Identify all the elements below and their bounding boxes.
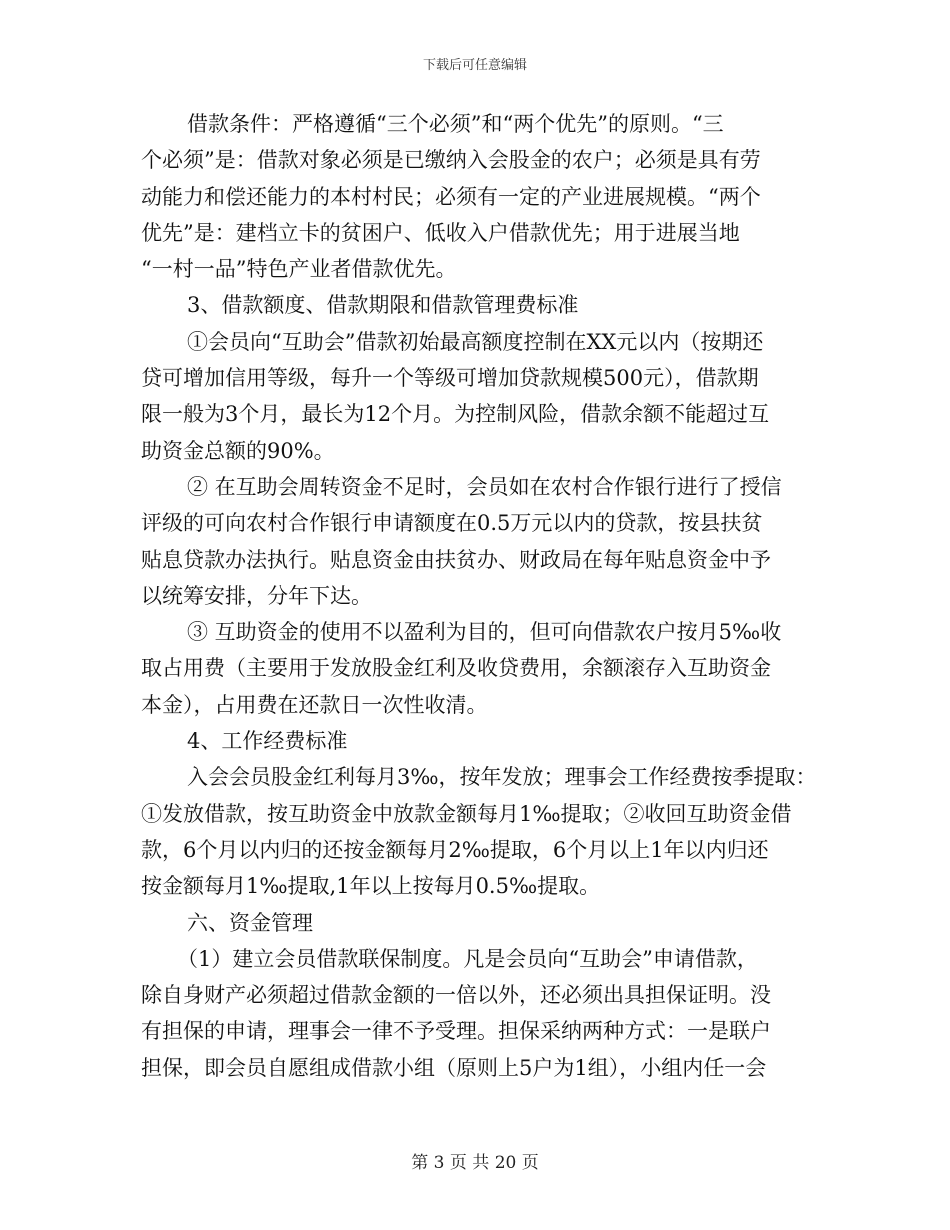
page-footer: 第 3 页 共 20 页	[411, 1153, 539, 1173]
text-line: 除自身财产必须超过借款金额的一倍以外，还必须出具担保证明。没	[141, 983, 771, 1008]
text-line: ①会员向“互助会”借款初始最高额度控制在XX元以内（按期还	[187, 329, 764, 354]
text-line: 限一般为3个月，最长为12个月。为控制风险，借款余额不能超过互	[141, 402, 770, 427]
text-line: 担保，即会员自愿组成借款小组（原则上5户为1组），小组内任一会	[141, 1055, 767, 1080]
text-line: 按金额每月1‰提取,1年以上按每月0.5‰提取。	[141, 874, 601, 899]
text-line: “一村一品”特色产业者借款优先。	[141, 257, 457, 282]
text-line: 有担保的申请，理事会一律不予受理。担保采纳两种方式：一是联户	[141, 1019, 771, 1044]
text-line: 六、资金管理	[187, 910, 313, 935]
text-line: ③ 互助资金的使用不以盈利为目的，但可向借款农户按月5‰收	[187, 620, 782, 645]
text-line: ①发放借款，按互助资金中放款金额每月1‰提取；②收回互助资金借	[141, 801, 792, 826]
text-line: 本金），占用费在还款日一次性收清。	[141, 692, 488, 717]
text-line: 3、借款额度、借款期限和借款管理费标准	[187, 293, 579, 318]
text-line: 动能力和偿还能力的本村村民；必须有一定的产业进展规模。“两个	[141, 184, 761, 209]
text-line: 入会会员股金红利每月3‰，按年发放；理事会工作经费按季提取：	[187, 765, 817, 790]
text-line: 借款条件：严格遵循“三个必须”和“两个优先”的原则。“三	[187, 112, 724, 136]
text-line: 4、工作经费标准	[187, 729, 348, 754]
text-line: 贷可增加信用等级，每升一个等级可增加贷款规模500元），借款期	[141, 366, 759, 391]
text-line: 个必须”是：借款对象必须是已缴纳入会股金的农户；必须是具有劳	[141, 148, 761, 173]
text-line: 贴息贷款办法执行。贴息资金由扶贫办、财政局在每年贴息资金中予	[141, 547, 771, 572]
text-line: 以统筹安排，分年下达。	[141, 583, 372, 608]
text-line: 取占用费（主要用于发放股金红利及收贷费用，余额滚存入互助资金	[141, 656, 771, 681]
text-line: 款，6个月以内归的还按金额每月2‰提取，6个月以上1年以内归还	[141, 837, 769, 862]
text-line: ② 在互助会周转资金不足时，会员如在农村合作银行进行了授信	[187, 474, 782, 499]
text-line: 优先”是：建档立卡的贫困户、低收入户借款优先；用于进展当地	[141, 220, 740, 245]
document-body	[141, 106, 821, 1086]
text-line: （1）建立会员借款联保制度。凡是会员向“互助会”申请借款，	[177, 946, 758, 971]
page-header: 下载后可任意编辑	[422, 58, 527, 73]
text-line: 助资金总额的90%。	[141, 438, 335, 463]
text-line: 评级的可向农村合作银行申请额度在0.5万元以内的贷款，按县扶贫	[141, 511, 763, 536]
